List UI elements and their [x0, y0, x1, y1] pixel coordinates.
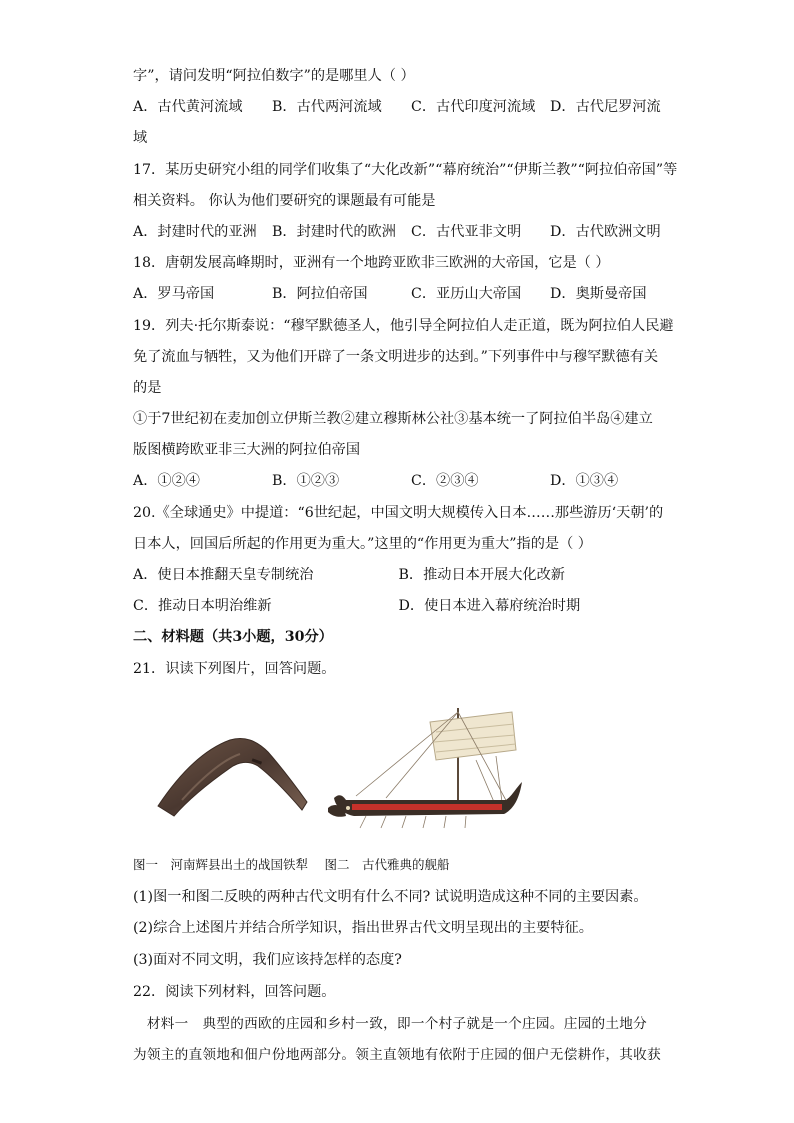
q19-items-1: ①于7世纪初在麦加创立伊斯兰教②建立穆斯林公社③基本统一了阿拉伯半岛④建立	[133, 411, 653, 427]
q20-options-row-2	[133, 596, 664, 616]
option-d: D．奥斯曼帝国	[550, 286, 647, 302]
q17-options	[133, 222, 664, 242]
option-c: C．古代印度河流域	[411, 99, 536, 115]
option-d: D．古代欧洲文明	[550, 224, 661, 240]
option-a: A．罗马帝国	[133, 286, 215, 302]
option-d: D．古代尼罗河流	[550, 99, 661, 115]
q19-stem-1: 19．列夫·托尔斯泰说：“穆罕默德圣人，他引导全阿拉伯人走正道，既为阿拉伯人民避	[133, 318, 674, 334]
q17-stem-1: 17．某历史研究小组的同学们收集了“大化改新”“幕府统治”“伊斯兰教”“阿拉伯帝国”等	[133, 162, 678, 178]
q18-options	[133, 284, 664, 304]
option-c: C．②③④	[411, 473, 479, 489]
option-c: C．推动日本明治维新	[133, 598, 272, 614]
q19-items-2: 版图横跨欧亚非三大洲的阿拉伯帝国	[133, 442, 361, 458]
q20-options-row-1	[133, 565, 664, 585]
q21-sub-1: (1)图一和图二反映的两种古代文明有什么不同? 试说明造成这种不同的主要因素。	[133, 889, 648, 905]
q17-stem-2: 相关资料。 你认为他们要研究的课题最有可能是	[133, 193, 436, 209]
q21-sub-2: (2)综合上述图片并结合所学知识，指出世界古代文明呈现出的主要特征。	[133, 920, 593, 936]
option-b: B．古代两河流域	[272, 99, 382, 115]
option-a: A．①②④	[133, 473, 200, 489]
q16-options	[133, 97, 664, 117]
q19-stem-2: 免了流血与牺牲，又为他们开辟了一条文明进步的达到。”下列事件中与穆罕默德有关	[133, 349, 659, 365]
q22-stem: 22．阅读下列材料，回答问题。	[133, 984, 336, 1000]
option-b: B．①②③	[272, 473, 340, 489]
q20-stem-1: 20.《全球通史》中提道：“6世纪起，中国文明大规模传入日本……那些游历‘天朝’的	[133, 505, 664, 521]
q22-material-line-2: 为领主的直领地和佃户份地两部分。领主直领地有依附于庄园的佃户无偿耕作，其收获	[133, 1047, 661, 1063]
athenian-ship-image	[326, 704, 526, 834]
option-b: B．封建时代的欧洲	[272, 224, 396, 240]
q20-stem-2: 日本人，回国后所起的作用更为重大。”这里的“作用更为重大”指的是（ ）	[133, 536, 592, 552]
q21-stem: 21．识读下列图片，回答问题。	[133, 661, 336, 677]
iron-plough-image	[152, 730, 312, 820]
q18-stem: 18．唐朝发展高峰期时，亚洲有一个地跨亚欧非三欧洲的大帝国，它是（ ）	[133, 255, 610, 271]
q16-wrap: 域	[133, 130, 148, 146]
option-a: A．封建时代的亚洲	[133, 224, 257, 240]
option-c: C．亚历山大帝国	[411, 286, 522, 302]
option-a: A．古代黄河流域	[133, 99, 243, 115]
option-b: B．推动日本开展大化改新	[398, 567, 565, 583]
figure-caption: 图一 河南辉县出土的战国铁犁 图二 古代雅典的舰船	[133, 857, 450, 872]
q22-material-line-1: 材料一 典型的西欧的庄园和乡村一致，即一个村子就是一个庄园。庄园的土地分	[133, 1016, 648, 1032]
q19-stem-3: 的是	[133, 380, 162, 396]
option-d: D．①③④	[550, 473, 619, 489]
q19-options	[133, 471, 664, 491]
option-a: A．使日本推翻天皇专制统治	[133, 567, 314, 583]
option-c: C．古代亚非文明	[411, 224, 522, 240]
section-heading: 二、材料题（共3小题，30分）	[133, 629, 333, 645]
option-b: B．阿拉伯帝国	[272, 286, 368, 302]
option-d: D．使日本进入幕府统治时期	[398, 598, 581, 614]
q16-tail: 字”，请问发明“阿拉伯数字”的是哪里人（ ）	[133, 68, 415, 84]
q21-sub-3: (3)面对不同文明，我们应该持怎样的态度?	[133, 952, 402, 968]
